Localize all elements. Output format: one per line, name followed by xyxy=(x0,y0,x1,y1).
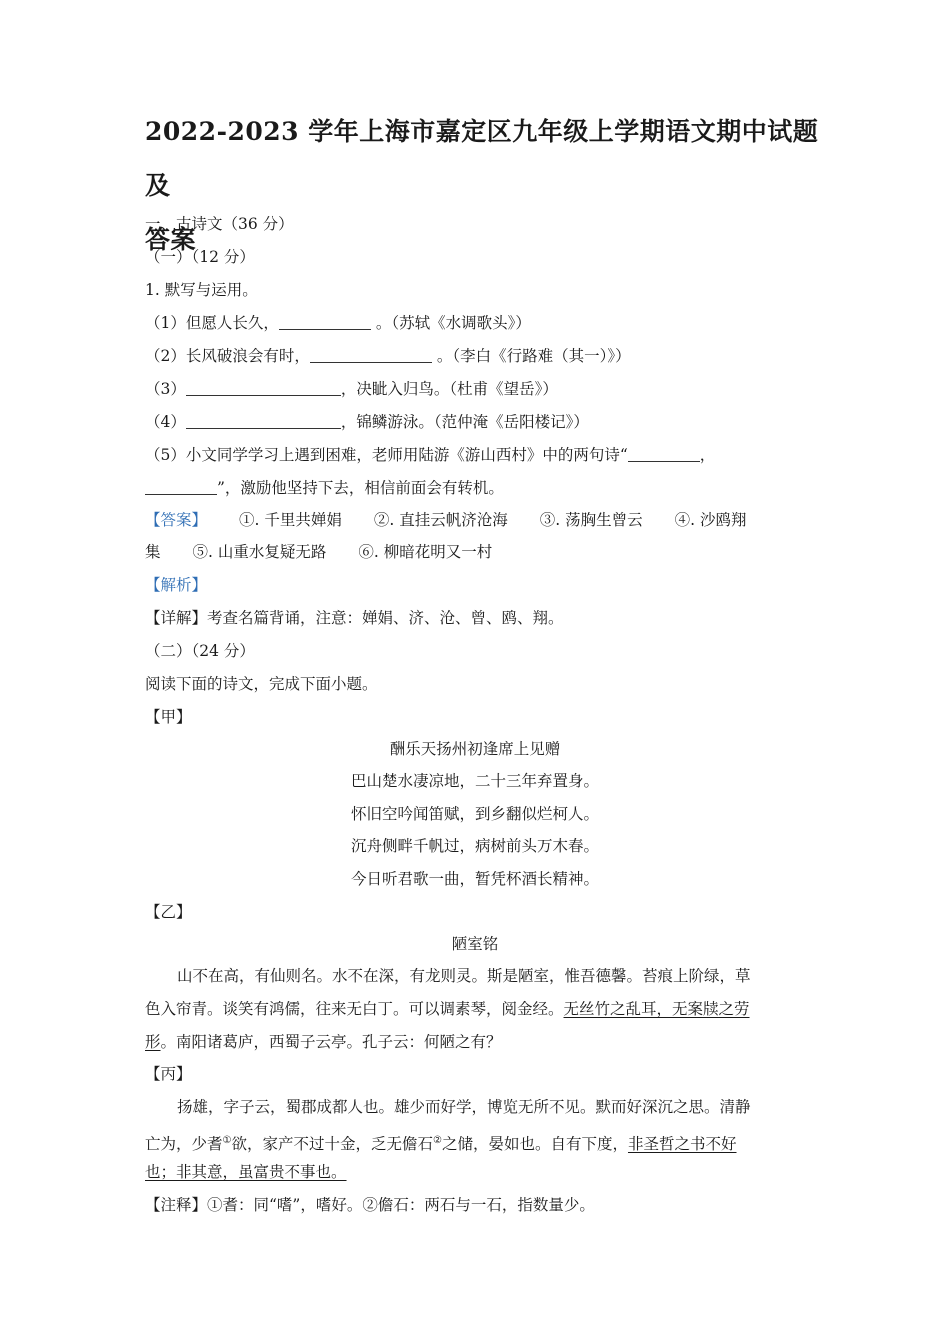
item-punct: ， xyxy=(699,446,716,464)
item-source: 。（苏轼《水调歌头》） xyxy=(375,314,531,332)
answer-blank xyxy=(279,313,371,330)
part-one-heading: （一）（12 分） xyxy=(145,248,255,266)
bing-line xyxy=(145,1156,815,1189)
note-text: 【注释】①耆：同“嗜”，嗜好。②儋石：两石与一石，指数量少。 xyxy=(145,1196,595,1214)
bing-label: 【丙】 xyxy=(145,1065,192,1083)
part-two-heading: （二）（24 分） xyxy=(145,642,255,660)
essay-line xyxy=(145,1026,815,1059)
bing-underlined: 也；非其意，虽富贵不事也。 xyxy=(145,1163,347,1181)
essay-text: 色入帘青。谈笑有鸿儒，往来无白丁。可以调素琴，阅金经。 xyxy=(145,1000,564,1018)
item-text: （4） xyxy=(145,413,186,431)
answer-item: ③. 荡胸生曾云 xyxy=(539,511,643,529)
footnote-mark: ① xyxy=(222,1135,232,1146)
answer-cont: 集 xyxy=(145,543,161,561)
item-source: 。（李白《行路难（其一）》） xyxy=(436,347,631,365)
question-item-2 xyxy=(145,340,815,373)
answer-item: ②. 直挂云帆济沧海 xyxy=(373,511,508,529)
answer-blank xyxy=(186,412,341,429)
jia-label: 【甲】 xyxy=(145,708,192,726)
yi-label: 【乙】 xyxy=(145,903,192,921)
footnote-mark: ② xyxy=(433,1135,442,1146)
item-text: （1）但愿人长久， xyxy=(145,314,279,332)
question-item-5 xyxy=(145,439,815,472)
bing-text: 亡为，少耆 xyxy=(145,1135,223,1153)
title-line-1: 2022-2023 学年上海市嘉定区九年级上学期语文期中试题及 xyxy=(145,117,819,200)
title-line-2: 答案 xyxy=(145,225,197,254)
item-text: （2）长风破浪会有时， xyxy=(145,347,310,365)
bing-underlined: 非圣哲之书不好 xyxy=(627,1135,737,1153)
question-one: 1. 默写与运用。 xyxy=(145,281,258,299)
answer-line-2 xyxy=(145,536,815,569)
essay-title: 陋室铭 xyxy=(451,935,499,953)
item-source: ，锦鳞游泳。（范仲淹《岳阳楼记》） xyxy=(340,413,589,431)
answer-item: ①. 千里共婵娟 xyxy=(239,511,342,529)
analysis-label: 【解析】 xyxy=(145,576,208,594)
question-item-1 xyxy=(145,307,815,340)
essay-line xyxy=(145,993,815,1026)
question-item-3 xyxy=(145,373,815,406)
answer-item: ⑥. 柳暗花明又一村 xyxy=(358,543,493,561)
answer-label: 【答案】 xyxy=(145,511,208,529)
essay-underlined: 无丝竹之乱耳，无案牍之劳 xyxy=(563,1000,750,1018)
detail-text: 【详解】考查名篇背诵，注意：婵娟、济、沧、曾、鸥、翔。 xyxy=(145,609,564,627)
bing-text: 之储，晏如也。自有下度， xyxy=(441,1135,628,1153)
item-text: （5）小文同学学习上遇到困难，老师用陆游《游山西村》中的两句诗“ xyxy=(145,446,628,464)
essay-text: 。南阳诸葛庐，西蜀子云亭。孔子云：何陋之有？ xyxy=(160,1033,502,1051)
poem-line: 巴山楚水凄凉地，二十三年弃置身。 xyxy=(350,772,599,790)
answer-blank xyxy=(310,346,432,363)
bing-line: 扬雄，字子云，蜀郡成都人也。雄少而好学，博览无所不见。默而好深沉之思。清静 xyxy=(177,1098,751,1116)
poem-line: 今日听君歌一曲，暂凭杯酒长精神。 xyxy=(350,870,599,888)
essay-line: 山不在高，有仙则名。水不在深，有龙则灵。斯是陋室，惟吾德馨。苔痕上阶绿，草 xyxy=(177,967,751,985)
essay-underlined: 形 xyxy=(145,1033,161,1051)
question-item-4 xyxy=(145,406,815,439)
instruction-text: 阅读下面的诗文，完成下面小题。 xyxy=(145,675,378,693)
bing-text: 欲，家产不过十金，乏无儋石 xyxy=(231,1135,433,1153)
answer-blank xyxy=(186,379,341,396)
answer-blank xyxy=(145,478,217,495)
answer-item: ④. 沙鸥翔 xyxy=(674,511,747,529)
item-text: ”，激励他坚持下去，相信前面会有转机。 xyxy=(217,479,504,497)
poem-line: 怀旧空吟闻笛赋，到乡翻似烂柯人。 xyxy=(350,805,599,823)
answer-blank xyxy=(628,445,700,462)
answer-item: ⑤. 山重水复疑无路 xyxy=(192,543,327,561)
section-heading: 一、古诗文（36 分） xyxy=(145,215,294,233)
item-source: ，决眦入归鸟。（杜甫《望岳》） xyxy=(340,380,558,398)
answer-line xyxy=(145,504,815,537)
question-item-5-cont xyxy=(145,472,815,505)
poem-title: 酬乐天扬州初逢席上见赠 xyxy=(389,740,561,758)
poem-line: 沉舟侧畔千帆过，病树前头万木春。 xyxy=(350,837,599,855)
item-text: （3） xyxy=(145,380,186,398)
